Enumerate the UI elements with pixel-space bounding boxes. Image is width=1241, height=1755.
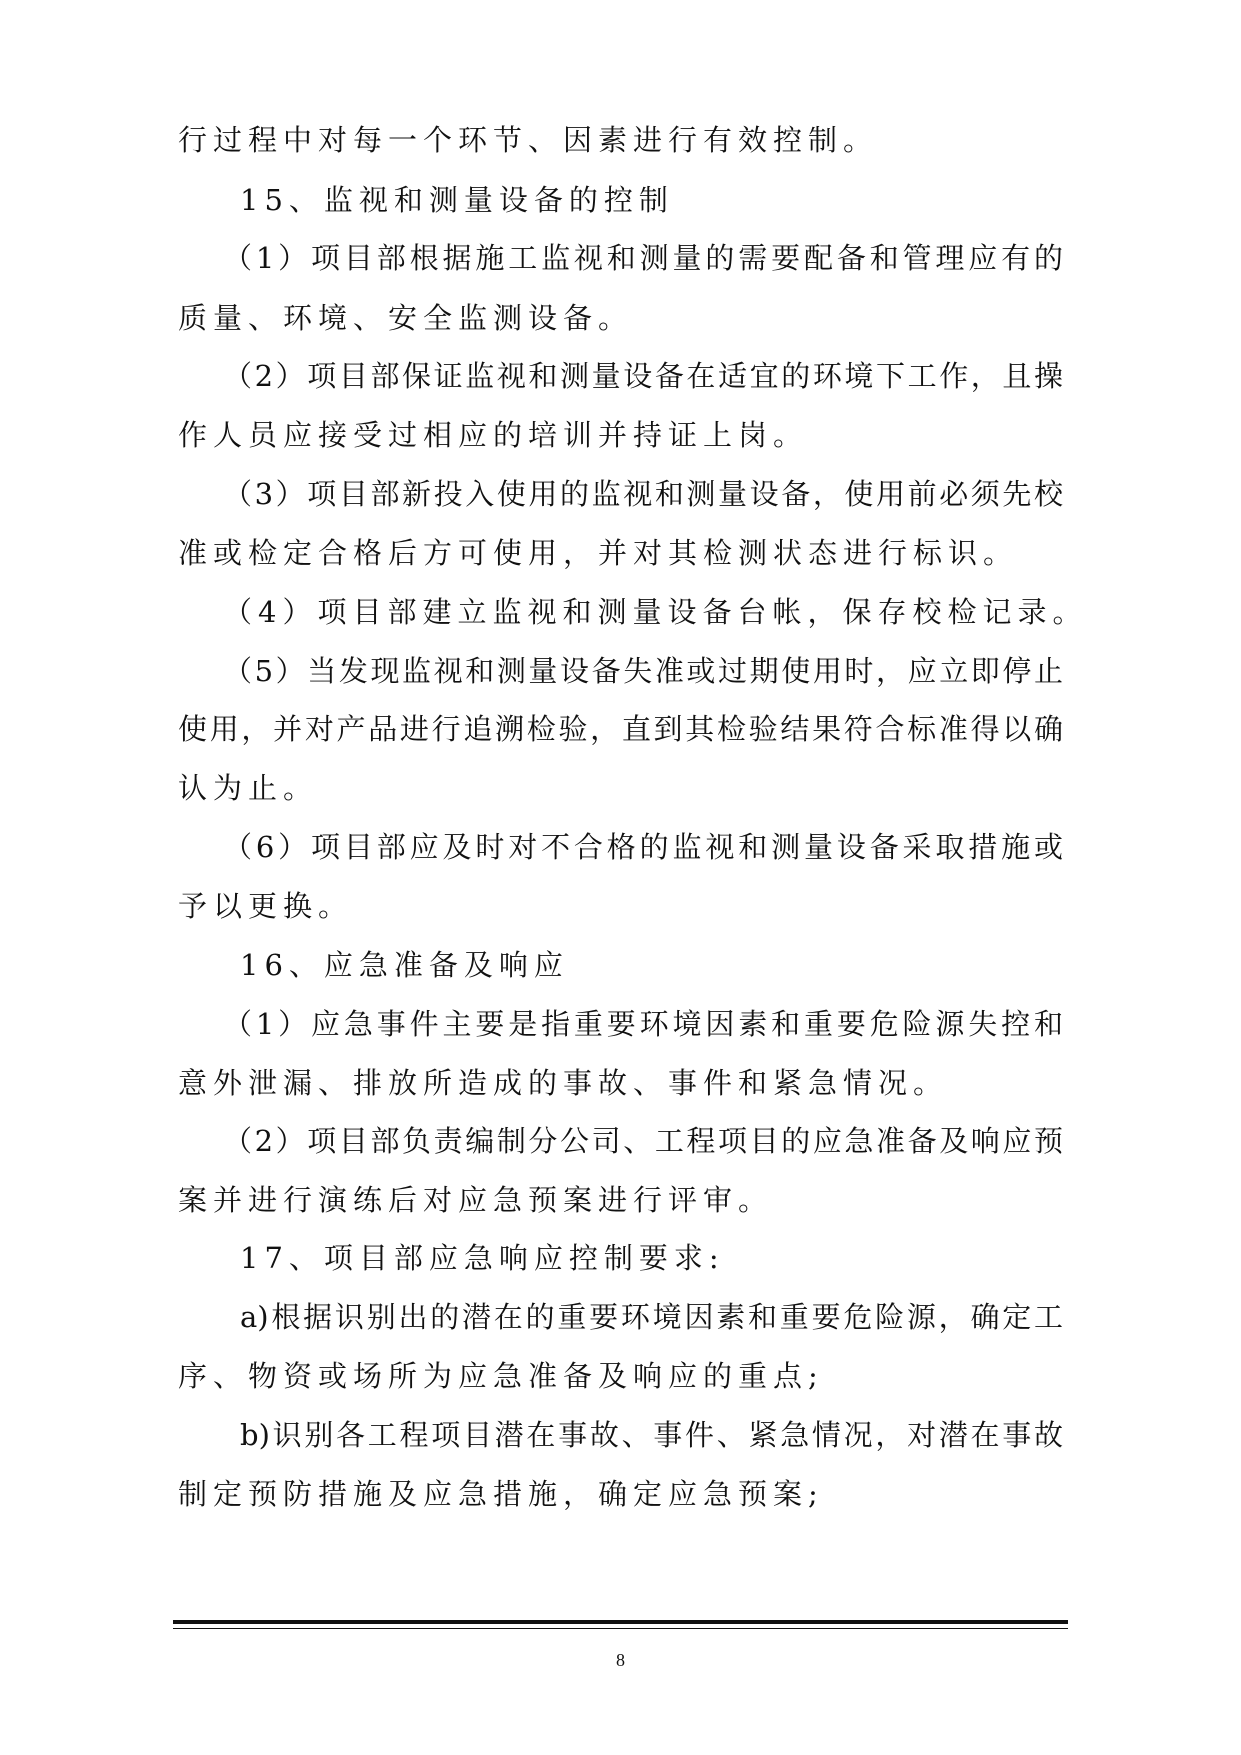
- text-line: （2）项目部负责编制分公司、工程项目的应急准备及响应预: [223, 1124, 1063, 1158]
- text-line: 制定预防措施及应急措施，确定应急预案;: [178, 1477, 824, 1511]
- section-heading-17: 17、项目部应急响应控制要求:: [240, 1241, 725, 1275]
- text-line: 使用，并对产品进行追溯检验，直到其检验结果符合标准得以确: [178, 712, 1063, 746]
- text-line: 予以更换。: [178, 889, 354, 923]
- text-line: （2）项目部保证监视和测量设备在适宜的环境下工作，且操: [223, 359, 1063, 393]
- text-line: 准或检定合格后方可使用，并对其检测状态进行标识。: [178, 536, 1019, 570]
- text-line: （1）项目部根据施工监视和测量的需要配备和管理应有的: [223, 241, 1063, 275]
- section-heading-15: 15、监视和测量设备的控制: [240, 183, 674, 217]
- text-line: 行过程中对每一个环节、因素进行有效控制。: [178, 123, 879, 157]
- text-line: （1）应急事件主要是指重要环境因素和重要危险源失控和: [223, 1007, 1063, 1041]
- text-line: （4）项目部建立监视和测量设备台帐，保存校检记录。: [223, 595, 1088, 629]
- text-line: 意外泄漏、排放所造成的事故、事件和紧急情况。: [178, 1066, 949, 1100]
- text-line: 认为止。: [178, 771, 319, 805]
- text-line: （3）项目部新投入使用的监视和测量设备，使用前必须先校: [223, 477, 1063, 511]
- text-line: 质量、环境、安全监测设备。: [178, 301, 634, 335]
- section-heading-16: 16、应急准备及响应: [240, 948, 569, 982]
- text-line: 案并进行演练后对应急预案进行评审。: [178, 1183, 774, 1217]
- text-line: a)根据识别出的潜在的重要环境因素和重要危险源，确定工: [240, 1300, 1063, 1334]
- text-line: 序、物资或场所为应急准备及响应的重点;: [178, 1359, 824, 1393]
- text-line: （6）项目部应及时对不合格的监视和测量设备采取措施或: [223, 830, 1063, 864]
- footer-rule: [173, 1620, 1068, 1624]
- text-line: 作人员应接受过相应的培训并持证上岗。: [178, 418, 809, 452]
- text-line: （5）当发现监视和测量设备失准或过期使用时，应立即停止: [223, 654, 1063, 688]
- footer-rule-thin: [173, 1628, 1068, 1629]
- text-line: b)识别各工程项目潜在事故、事件、紧急情况，对潜在事故: [240, 1418, 1063, 1452]
- page-number: 8: [616, 1650, 625, 1670]
